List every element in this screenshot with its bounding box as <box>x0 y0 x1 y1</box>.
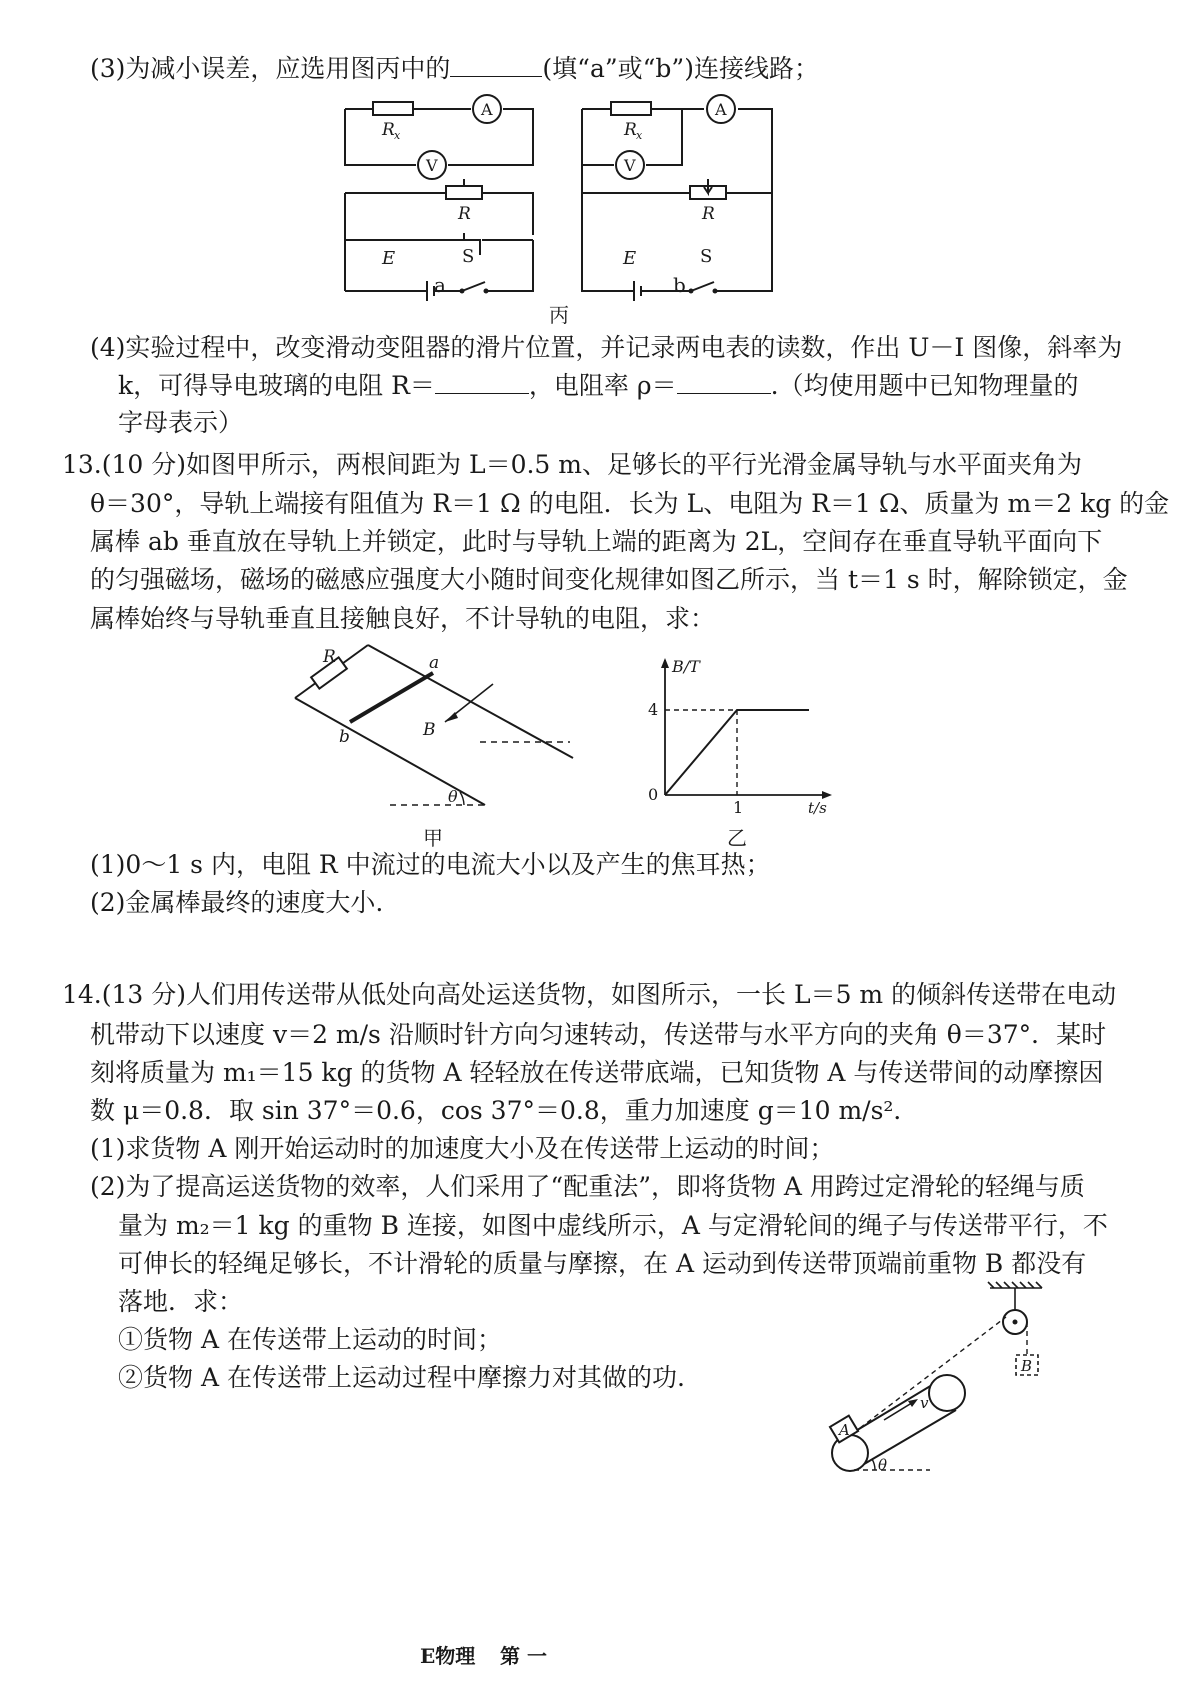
inclined-rails-diagram <box>285 640 585 835</box>
footer-subject: E物理 <box>420 1644 476 1668</box>
q12-part4-text-b: ，电阻率 ρ＝ <box>528 371 677 400</box>
label-cargo-a: A <box>839 1421 850 1439</box>
label-rheostat: R <box>458 204 471 224</box>
label-rx-sub: x <box>636 129 643 142</box>
q14-sub1: (1)求货物 A 刚开始运动时的加速度大小及在传送带上运动的时间； <box>90 1134 835 1163</box>
q14-sub2-item2: ②货物 A 在传送带上运动过程中摩擦力对其做的功. <box>118 1363 685 1392</box>
q14-sub2-line4: 落地．求： <box>118 1287 244 1316</box>
q14-line4: 数 μ＝0.8．取 sin 37°＝0.6，cos 37°＝0.8，重力加速度 g＝10 m/s²． <box>90 1096 919 1125</box>
q13-sub1: (1)0～1 s 内，电阻 R 中流过的电流大小以及产生的焦耳热； <box>90 850 771 879</box>
label-b-field: B <box>423 720 436 740</box>
label-theta: θ <box>878 1456 888 1474</box>
resistor-rx <box>373 102 413 115</box>
fig-label-a: a <box>434 273 446 297</box>
b-t-graph <box>640 650 870 825</box>
q12-part3-text-b: (填“a”或“b”)连接线路； <box>542 54 819 83</box>
label-rx: R <box>382 120 395 140</box>
label-rx-sub: x <box>394 129 401 142</box>
resistivity-answer-blank[interactable] <box>677 373 771 394</box>
q12-part4-line2 <box>118 373 1079 398</box>
q13-line4: 的匀强磁场，磁场的磁感应强度大小随时间变化规律如图乙所示，当 t＝1 s 时，解除锁定，金 <box>90 565 1128 594</box>
q14-line1: 14.(13 分)人们用传送带从低处向高处运送货物，如图所示，一长 L＝5 m 的倾斜传送带在电动 <box>62 980 1117 1009</box>
label-theta: θ <box>448 787 458 806</box>
conveyor-belt-diagram <box>820 1280 1080 1495</box>
circuit-a-label-s: S <box>462 246 475 267</box>
fig-label-b: b <box>673 273 686 297</box>
circuit-diagram-b <box>574 92 804 292</box>
q14-line2: 机带动下以速度 v＝2 m/s 沿顺时针方向匀速转动，传送带与水平方向的夹角 θ＝37°．某时 <box>90 1020 1107 1049</box>
circuit-b-label-s: S <box>700 246 713 267</box>
q14-sub2-line1: (2)为了提高运送货物的效率，人们采用了“配重法”，即将货物 A 用跨过定滑轮的轻绳与质 <box>90 1172 1085 1201</box>
circuit-b-label-e: E <box>623 248 637 269</box>
q13-line5: 属棒始终与导轨垂直且接触良好，不计导轨的电阻，求： <box>90 604 716 633</box>
label-b: b <box>339 727 350 747</box>
q12-part3-answer-blank[interactable] <box>450 56 542 77</box>
label-velocity: v <box>920 1394 929 1412</box>
q14-line3: 刻将质量为 m₁＝15 kg 的货物 A 轻轻放在传送带底端，已知货物 A 与传送带间的动摩擦因 <box>90 1058 1104 1087</box>
label-a: a <box>429 653 440 673</box>
q12-part4-line3: 字母表示） <box>118 408 244 437</box>
q13-sub2: (2)金属棒最终的速度大小. <box>90 888 384 917</box>
circuit-a-label-e: E <box>382 248 396 269</box>
x-tick-label-1: 1 <box>733 798 744 817</box>
resistance-answer-blank[interactable] <box>435 373 529 394</box>
q12-part4-line1: (4)实验过程中，改变滑动变阻器的滑片位置，并记录两电表的读数，作出 U－I 图像，斜率为 <box>90 333 1123 362</box>
y-axis-label: B/T <box>672 657 700 676</box>
label-ammeter: A <box>481 100 493 119</box>
label-r: R <box>323 647 336 667</box>
fig-caption-bing: 丙 <box>549 303 569 327</box>
rheostat-r <box>446 186 482 199</box>
label-voltmeter: V <box>624 156 636 175</box>
q12-part4-text-c: .（均使用题中已知物理量的 <box>770 371 1079 400</box>
footer-page: 第 一 <box>500 1644 547 1668</box>
q13-line2: θ＝30°，导轨上端接有阻值为 R＝1 Ω 的电阻．长为 L、电阻为 R＝1 Ω、质量为 m＝2 kg 的金 <box>90 489 1170 518</box>
x-axis-label: t/s <box>808 799 827 817</box>
resistor-rx <box>611 102 651 115</box>
label-ammeter: A <box>715 100 727 119</box>
metal-rod-ab <box>350 673 433 722</box>
q14-sub2-line2: 量为 m₂＝1 kg 的重物 B 连接，如图中虚线所示，A 与定滑轮间的绳子与传送带平行，不 <box>118 1211 1108 1240</box>
y-tick-label-4: 4 <box>648 700 659 719</box>
fig-caption-yi: 乙 <box>727 826 747 850</box>
q14-sub2-line3: 可伸长的轻绳足够长，不计滑轮的质量与摩擦，在 A 运动到传送带顶端前重物 B 都没有 <box>118 1249 1087 1278</box>
label-rx: R <box>624 120 637 140</box>
label-rheostat: R <box>702 204 715 224</box>
q13-line3: 属棒 ab 垂直放在导轨上并锁定，此时与导轨上端的距离为 2L，空间存在垂直导轨平面向下 <box>90 527 1103 556</box>
origin-label: 0 <box>648 785 659 804</box>
upper-roller <box>929 1375 965 1411</box>
label-voltmeter: V <box>426 156 438 175</box>
q12-part3-line <box>90 56 819 81</box>
q13-line1: 13.(10 分)如图甲所示，两根间距为 L＝0.5 m、足够长的平行光滑金属导轨与水平面夹角为 <box>62 450 1082 479</box>
q12-part3-text-a: (3)为减小误差，应选用图丙中的 <box>90 54 451 83</box>
fig-caption-jia: 甲 <box>423 826 443 850</box>
label-weight-b: B <box>1021 1357 1033 1375</box>
q12-part4-text-a: k，可得导电玻璃的电阻 R＝ <box>118 371 435 400</box>
circuit-diagram-a <box>330 92 590 292</box>
q14-sub2-item1: ①货物 A 在传送带上运动的时间； <box>118 1325 502 1354</box>
